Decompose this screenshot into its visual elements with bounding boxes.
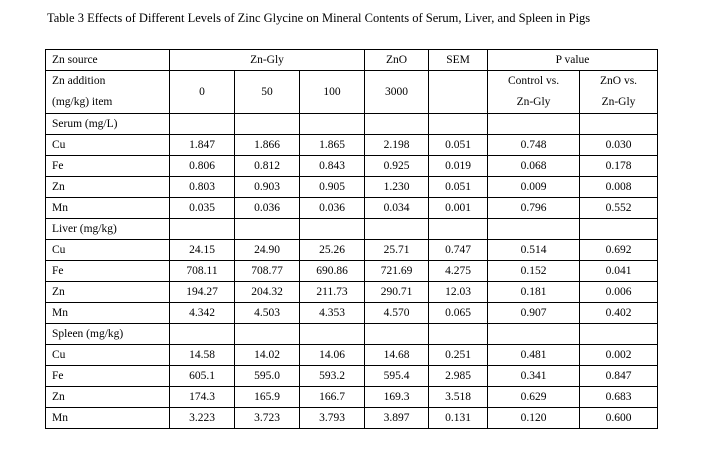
serum-zn-zn-gly-50-cell: 0.903: [235, 177, 300, 198]
header-row-levels: [46, 71, 658, 114]
spleen-fe-zn-gly-100-cell: 593.2: [300, 366, 365, 387]
liver-zn-item-label: Zn: [46, 282, 170, 303]
serum-section-label: Serum (mg/L): [46, 114, 170, 135]
liver-mn-sem-cell: 0.065: [429, 303, 488, 324]
serum-mn-zn-gly-0-cell: 0.035: [170, 198, 235, 219]
spleen-zn-row: [46, 387, 658, 408]
zno-vs-line1: ZnO vs.: [599, 75, 638, 87]
table-title: Table 3 Effects of Different Levels of Zinc Glycine on Mineral Contents of Serum, Liver, and Spleen in Pigs: [47, 11, 591, 25]
control-vs-line2: Zn-Gly: [516, 96, 551, 108]
zn-addition-header: [46, 71, 170, 114]
serum-fe-zno-3000-cell: 0.925: [365, 156, 429, 177]
serum-mn-row: [46, 198, 658, 219]
liver-cu-p-control-vs-zngly-cell: 0.514: [488, 240, 580, 261]
spleen-zn-p-zno-vs-zngly-cell: 0.683: [580, 387, 658, 408]
liver-section-empty-cell: [170, 219, 235, 240]
serum-fe-row: [46, 156, 658, 177]
liver-zn-p-zno-vs-zngly-cell: 0.006: [580, 282, 658, 303]
liver-fe-p-zno-vs-zngly-cell: 0.041: [580, 261, 658, 282]
header-row-source: [46, 50, 658, 71]
serum-cu-p-zno-vs-zngly-cell: 0.030: [580, 135, 658, 156]
liver-cu-zn-gly-0-cell: 24.15: [170, 240, 235, 261]
spleen-mn-zno-3000-cell: 3.897: [365, 408, 429, 429]
liver-zn-zn-gly-0-cell: 194.27: [170, 282, 235, 303]
serum-cu-zno-3000-cell: 2.198: [365, 135, 429, 156]
spleen-cu-sem-cell: 0.251: [429, 345, 488, 366]
zn-addition-line2: (mg/kg) item: [52, 96, 113, 108]
serum-fe-zn-gly-50-cell: 0.812: [235, 156, 300, 177]
liver-cu-row: [46, 240, 658, 261]
liver-zn-p-control-vs-zngly-cell: 0.181: [488, 282, 580, 303]
serum-mn-sem-cell: 0.001: [429, 198, 488, 219]
liver-zn-sem-cell: 12.03: [429, 282, 488, 303]
spleen-cu-zn-gly-50-cell: 14.02: [235, 345, 300, 366]
control-vs-zngly-header: [488, 71, 580, 114]
serum-section-empty-cell: [429, 114, 488, 135]
table-body: [46, 50, 658, 429]
spleen-section-empty-cell: [580, 324, 658, 345]
serum-cu-row: [46, 135, 658, 156]
spleen-mn-p-control-vs-zngly-cell: 0.120: [488, 408, 580, 429]
spleen-fe-row: [46, 366, 658, 387]
serum-cu-p-control-vs-zngly-cell: 0.748: [488, 135, 580, 156]
serum-mn-p-zno-vs-zngly-cell: 0.552: [580, 198, 658, 219]
serum-mn-p-control-vs-zngly-cell: 0.796: [488, 198, 580, 219]
liver-section-row: [46, 219, 658, 240]
spleen-fe-p-zno-vs-zngly-cell: 0.847: [580, 366, 658, 387]
liver-cu-item-label: Cu: [46, 240, 170, 261]
control-vs-line1: Control vs.: [507, 75, 560, 87]
spleen-mn-zn-gly-0-cell: 3.223: [170, 408, 235, 429]
liver-fe-zn-gly-0-cell: 708.11: [170, 261, 235, 282]
serum-zn-zn-gly-0-cell: 0.803: [170, 177, 235, 198]
serum-section-empty-cell: [170, 114, 235, 135]
serum-mn-item-label: Mn: [46, 198, 170, 219]
spleen-fe-item-label: Fe: [46, 366, 170, 387]
liver-fe-zn-gly-50-cell: 708.77: [235, 261, 300, 282]
serum-mn-zno-3000-cell: 0.034: [365, 198, 429, 219]
serum-zn-sem-cell: 0.051: [429, 177, 488, 198]
serum-mn-zn-gly-50-cell: 0.036: [235, 198, 300, 219]
mineral-content-table: [45, 49, 658, 429]
serum-section-empty-cell: [580, 114, 658, 135]
spleen-mn-item-label: Mn: [46, 408, 170, 429]
liver-cu-p-zno-vs-zngly-cell: 0.692: [580, 240, 658, 261]
spleen-mn-zn-gly-50-cell: 3.723: [235, 408, 300, 429]
spleen-mn-row: [46, 408, 658, 429]
liver-section-empty-cell: [300, 219, 365, 240]
liver-mn-p-control-vs-zngly-cell: 0.907: [488, 303, 580, 324]
liver-zn-zno-3000-cell: 290.71: [365, 282, 429, 303]
serum-cu-item-label: Cu: [46, 135, 170, 156]
liver-mn-zn-gly-100-cell: 4.353: [300, 303, 365, 324]
serum-fe-p-zno-vs-zngly-cell: 0.178: [580, 156, 658, 177]
spleen-fe-p-control-vs-zngly-cell: 0.341: [488, 366, 580, 387]
spleen-section-empty-cell: [429, 324, 488, 345]
liver-zn-zn-gly-50-cell: 204.32: [235, 282, 300, 303]
spleen-cu-item-label: Cu: [46, 345, 170, 366]
liver-cu-zn-gly-100-cell: 25.26: [300, 240, 365, 261]
spleen-cu-zn-gly-100-cell: 14.06: [300, 345, 365, 366]
serum-fe-p-control-vs-zngly-cell: 0.068: [488, 156, 580, 177]
spleen-zn-sem-cell: 3.518: [429, 387, 488, 408]
level-header-3000: 3000: [365, 71, 429, 114]
liver-fe-item-label: Fe: [46, 261, 170, 282]
spleen-fe-sem-cell: 2.985: [429, 366, 488, 387]
serum-section-empty-cell: [300, 114, 365, 135]
liver-mn-zno-3000-cell: 4.570: [365, 303, 429, 324]
spleen-mn-p-zno-vs-zngly-cell: 0.600: [580, 408, 658, 429]
spleen-section-empty-cell: [235, 324, 300, 345]
serum-zn-p-zno-vs-zngly-cell: 0.008: [580, 177, 658, 198]
spleen-section-empty-cell: [365, 324, 429, 345]
zn-source-header: Zn source: [46, 50, 170, 71]
serum-zn-item-label: Zn: [46, 177, 170, 198]
liver-section-empty-cell: [429, 219, 488, 240]
serum-zn-zn-gly-100-cell: 0.905: [300, 177, 365, 198]
liver-fe-sem-cell: 4.275: [429, 261, 488, 282]
spleen-section-label: Spleen (mg/kg): [46, 324, 170, 345]
spleen-cu-p-zno-vs-zngly-cell: 0.002: [580, 345, 658, 366]
liver-mn-item-label: Mn: [46, 303, 170, 324]
level-header-100: 100: [300, 71, 365, 114]
serum-section-empty-cell: [488, 114, 580, 135]
spleen-zn-zn-gly-100-cell: 166.7: [300, 387, 365, 408]
spleen-mn-zn-gly-100-cell: 3.793: [300, 408, 365, 429]
spleen-zn-zn-gly-50-cell: 165.9: [235, 387, 300, 408]
serum-zn-p-control-vs-zngly-cell: 0.009: [488, 177, 580, 198]
spleen-section-empty-cell: [300, 324, 365, 345]
liver-section-empty-cell: [488, 219, 580, 240]
liver-zn-zn-gly-100-cell: 211.73: [300, 282, 365, 303]
spleen-section-row: [46, 324, 658, 345]
serum-fe-sem-cell: 0.019: [429, 156, 488, 177]
liver-cu-zno-3000-cell: 25.71: [365, 240, 429, 261]
serum-section-empty-cell: [365, 114, 429, 135]
level-header-50: 50: [235, 71, 300, 114]
serum-mn-zn-gly-100-cell: 0.036: [300, 198, 365, 219]
serum-cu-zn-gly-50-cell: 1.866: [235, 135, 300, 156]
spleen-cu-row: [46, 345, 658, 366]
level-header-0: 0: [170, 71, 235, 114]
serum-section-row: [46, 114, 658, 135]
spleen-cu-zno-3000-cell: 14.68: [365, 345, 429, 366]
liver-section-empty-cell: [235, 219, 300, 240]
spleen-section-empty-cell: [170, 324, 235, 345]
liver-fe-row: [46, 261, 658, 282]
spleen-section-empty-cell: [488, 324, 580, 345]
zn-addition-line1: Zn addition: [52, 75, 106, 87]
serum-cu-zn-gly-100-cell: 1.865: [300, 135, 365, 156]
serum-fe-item-label: Fe: [46, 156, 170, 177]
spleen-zn-p-control-vs-zngly-cell: 0.629: [488, 387, 580, 408]
serum-section-empty-cell: [235, 114, 300, 135]
sem-header: SEM: [429, 50, 488, 71]
spleen-fe-zno-3000-cell: 595.4: [365, 366, 429, 387]
zno-header: ZnO: [365, 50, 429, 71]
liver-mn-zn-gly-0-cell: 4.342: [170, 303, 235, 324]
serum-zn-zno-3000-cell: 1.230: [365, 177, 429, 198]
p-value-header: P value: [488, 50, 658, 71]
spleen-zn-zno-3000-cell: 169.3: [365, 387, 429, 408]
spleen-cu-p-control-vs-zngly-cell: 0.481: [488, 345, 580, 366]
serum-cu-sem-cell: 0.051: [429, 135, 488, 156]
liver-cu-zn-gly-50-cell: 24.90: [235, 240, 300, 261]
spleen-cu-zn-gly-0-cell: 14.58: [170, 345, 235, 366]
spleen-zn-zn-gly-0-cell: 174.3: [170, 387, 235, 408]
spleen-fe-zn-gly-0-cell: 605.1: [170, 366, 235, 387]
serum-zn-row: [46, 177, 658, 198]
liver-fe-p-control-vs-zngly-cell: 0.152: [488, 261, 580, 282]
liver-zn-row: [46, 282, 658, 303]
liver-section-empty-cell: [365, 219, 429, 240]
spleen-mn-sem-cell: 0.131: [429, 408, 488, 429]
liver-mn-row: [46, 303, 658, 324]
serum-fe-zn-gly-100-cell: 0.843: [300, 156, 365, 177]
liver-cu-sem-cell: 0.747: [429, 240, 488, 261]
serum-cu-zn-gly-0-cell: 1.847: [170, 135, 235, 156]
liver-fe-zn-gly-100-cell: 690.86: [300, 261, 365, 282]
zno-vs-line2: Zn-Gly: [601, 96, 636, 108]
sem-blank-header: [429, 71, 488, 114]
liver-mn-zn-gly-50-cell: 4.503: [235, 303, 300, 324]
liver-section-empty-cell: [580, 219, 658, 240]
serum-fe-zn-gly-0-cell: 0.806: [170, 156, 235, 177]
spleen-zn-item-label: Zn: [46, 387, 170, 408]
zno-vs-zngly-header: [580, 71, 658, 114]
liver-section-label: Liver (mg/kg): [46, 219, 170, 240]
zn-gly-header: Zn-Gly: [170, 50, 365, 71]
liver-fe-zno-3000-cell: 721.69: [365, 261, 429, 282]
spleen-fe-zn-gly-50-cell: 595.0: [235, 366, 300, 387]
liver-mn-p-zno-vs-zngly-cell: 0.402: [580, 303, 658, 324]
